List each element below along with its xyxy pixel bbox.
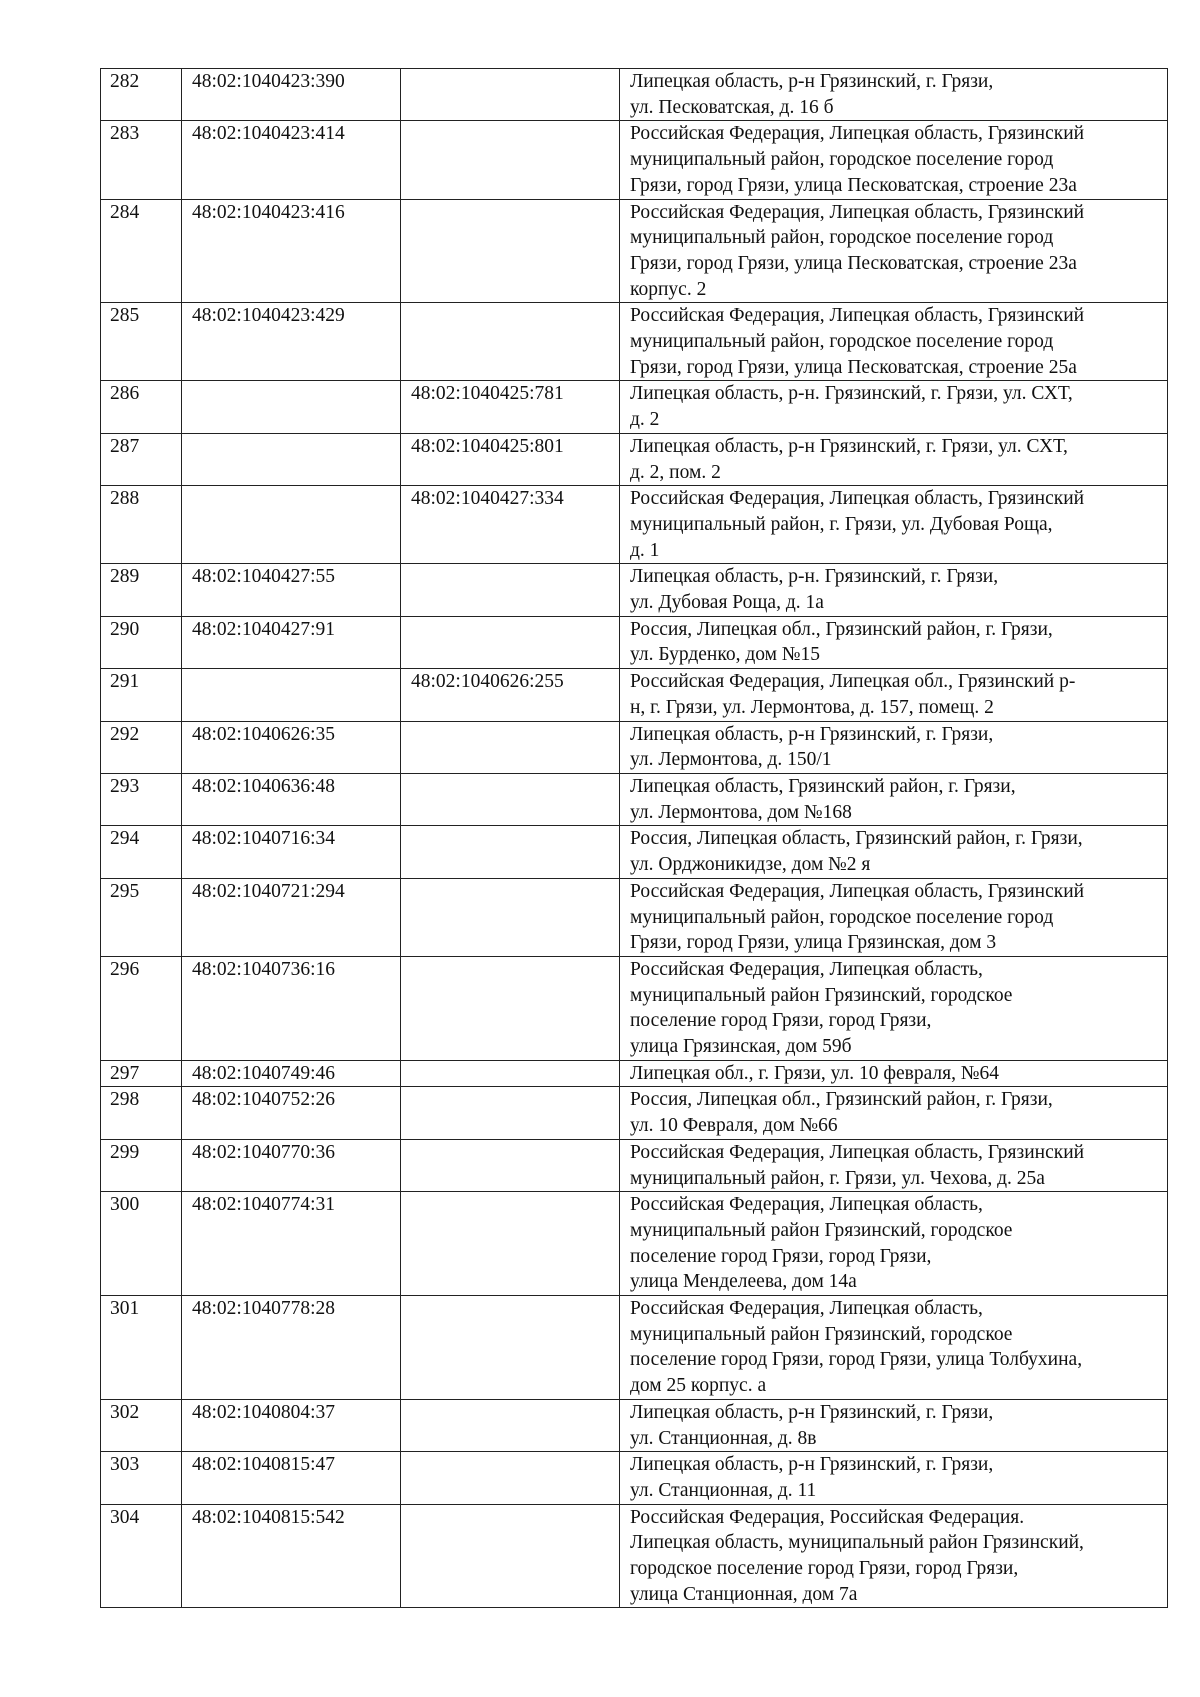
building-cadastral-number-cell bbox=[401, 1399, 620, 1451]
land-cadastral-number-cell: 48:02:1040427:55 bbox=[182, 564, 401, 616]
address-cell: Российская Федерация, Липецкая область, муниципальный район Грязинский, городское поселение город Грязи, город Грязи, улица Толбухина, дом 25 корпус. а bbox=[620, 1296, 1168, 1400]
land-cadastral-number-cell: 48:02:1040774:31 bbox=[182, 1192, 401, 1296]
row-number-cell: 294 bbox=[101, 826, 182, 878]
address-cell: Российская Федерация, Липецкая область, Грязинский муниципальный район, г. Грязи, ул. Чехова, д. 25а bbox=[620, 1139, 1168, 1191]
row-number-cell: 302 bbox=[101, 1399, 182, 1451]
address-cell: Российская Федерация, Липецкая обл., Грязинский р- н, г. Грязи, ул. Лермонтова, д. 157, помещ. 2 bbox=[620, 669, 1168, 721]
land-cadastral-number-cell: 48:02:1040749:46 bbox=[182, 1060, 401, 1087]
land-cadastral-number-cell: 48:02:1040721:294 bbox=[182, 878, 401, 956]
building-cadastral-number-cell bbox=[401, 1504, 620, 1608]
row-number-cell: 296 bbox=[101, 956, 182, 1060]
row-number-cell: 297 bbox=[101, 1060, 182, 1087]
table-row bbox=[101, 381, 1168, 433]
building-cadastral-number-cell bbox=[401, 1139, 620, 1191]
address-cell: Россия, Липецкая обл., Грязинский район, г. Грязи, ул. 10 Февраля, дом №66 bbox=[620, 1087, 1168, 1139]
building-cadastral-number-cell bbox=[401, 1452, 620, 1504]
table-row bbox=[101, 826, 1168, 878]
row-number-cell: 290 bbox=[101, 616, 182, 668]
building-cadastral-number-cell bbox=[401, 826, 620, 878]
table-row bbox=[101, 773, 1168, 825]
table-row bbox=[101, 303, 1168, 381]
table-row bbox=[101, 616, 1168, 668]
land-cadastral-number-cell bbox=[182, 486, 401, 564]
address-cell: Липецкая область, р-н Грязинский, г. Грязи, ул. Песковатская, д. 16 б bbox=[620, 69, 1168, 121]
row-number-cell: 304 bbox=[101, 1504, 182, 1608]
table-row bbox=[101, 1192, 1168, 1296]
address-cell: Липецкая область, р-н Грязинский, г. Грязи, ул. Станционная, д. 11 bbox=[620, 1452, 1168, 1504]
land-cadastral-number-cell: 48:02:1040427:91 bbox=[182, 616, 401, 668]
row-number-cell: 285 bbox=[101, 303, 182, 381]
address-cell: Российская Федерация, Липецкая область, Грязинский муниципальный район, городское поселение город Грязи, город Грязи, улица Песковатская, строение 23а bbox=[620, 121, 1168, 199]
address-cell: Российская Федерация, Липецкая область, Грязинский муниципальный район, городское поселение город Грязи, город Грязи, улица Песковатская, строение 23а корпус. 2 bbox=[620, 199, 1168, 303]
building-cadastral-number-cell bbox=[401, 721, 620, 773]
land-cadastral-number-cell: 48:02:1040778:28 bbox=[182, 1296, 401, 1400]
address-cell: Липецкая область, р-н Грязинский, г. Грязи, ул. Лермонтова, д. 150/1 bbox=[620, 721, 1168, 773]
row-number-cell: 298 bbox=[101, 1087, 182, 1139]
address-cell: Липецкая обл., г. Грязи, ул. 10 февраля, №64 bbox=[620, 1060, 1168, 1087]
building-cadastral-number-cell bbox=[401, 564, 620, 616]
address-cell: Российская Федерация, Липецкая область, Грязинский муниципальный район, г. Грязи, ул. Дубовая Роща, д. 1 bbox=[620, 486, 1168, 564]
building-cadastral-number-cell bbox=[401, 1296, 620, 1400]
land-cadastral-number-cell: 48:02:1040626:35 bbox=[182, 721, 401, 773]
row-number-cell: 291 bbox=[101, 669, 182, 721]
building-cadastral-number-cell: 48:02:1040425:801 bbox=[401, 433, 620, 485]
row-number-cell: 303 bbox=[101, 1452, 182, 1504]
table-row bbox=[101, 721, 1168, 773]
address-cell: Российская Федерация, Липецкая область, муниципальный район Грязинский, городское поселение город Грязи, город Грязи, улица Менделеева, дом 14а bbox=[620, 1192, 1168, 1296]
land-cadastral-number-cell: 48:02:1040815:542 bbox=[182, 1504, 401, 1608]
table-row bbox=[101, 1087, 1168, 1139]
address-cell: Россия, Липецкая область, Грязинский район, г. Грязи, ул. Орджоникидзе, дом №2 я bbox=[620, 826, 1168, 878]
address-cell: Российская Федерация, Липецкая область, Грязинский муниципальный район, городское поселение город Грязи, город Грязи, улица Грязинская, дом 3 bbox=[620, 878, 1168, 956]
row-number-cell: 289 bbox=[101, 564, 182, 616]
address-cell: Россия, Липецкая обл., Грязинский район, г. Грязи, ул. Бурденко, дом №15 bbox=[620, 616, 1168, 668]
row-number-cell: 301 bbox=[101, 1296, 182, 1400]
cadastral-table bbox=[100, 68, 1168, 1608]
land-cadastral-number-cell bbox=[182, 381, 401, 433]
building-cadastral-number-cell bbox=[401, 773, 620, 825]
land-cadastral-number-cell: 48:02:1040636:48 bbox=[182, 773, 401, 825]
land-cadastral-number-cell: 48:02:1040815:47 bbox=[182, 1452, 401, 1504]
building-cadastral-number-cell: 48:02:1040425:781 bbox=[401, 381, 620, 433]
row-number-cell: 292 bbox=[101, 721, 182, 773]
address-cell: Российская Федерация, Липецкая область, Грязинский муниципальный район, городское поселение город Грязи, город Грязи, улица Песковатская, строение 25а bbox=[620, 303, 1168, 381]
building-cadastral-number-cell bbox=[401, 69, 620, 121]
row-number-cell: 284 bbox=[101, 199, 182, 303]
building-cadastral-number-cell bbox=[401, 878, 620, 956]
address-cell: Липецкая область, р-н. Грязинский, г. Грязи, ул. Дубовая Роща, д. 1а bbox=[620, 564, 1168, 616]
building-cadastral-number-cell bbox=[401, 121, 620, 199]
row-number-cell: 300 bbox=[101, 1192, 182, 1296]
building-cadastral-number-cell bbox=[401, 616, 620, 668]
row-number-cell: 286 bbox=[101, 381, 182, 433]
table-body bbox=[101, 69, 1168, 1608]
table-row bbox=[101, 956, 1168, 1060]
building-cadastral-number-cell bbox=[401, 199, 620, 303]
land-cadastral-number-cell: 48:02:1040423:414 bbox=[182, 121, 401, 199]
address-cell: Липецкая область, р-н. Грязинский, г. Грязи, ул. СХТ, д. 2 bbox=[620, 381, 1168, 433]
table-row bbox=[101, 199, 1168, 303]
table-row bbox=[101, 69, 1168, 121]
land-cadastral-number-cell: 48:02:1040736:16 bbox=[182, 956, 401, 1060]
land-cadastral-number-cell: 48:02:1040752:26 bbox=[182, 1087, 401, 1139]
land-cadastral-number-cell: 48:02:1040770:36 bbox=[182, 1139, 401, 1191]
address-cell: Липецкая область, р-н Грязинский, г. Грязи, ул. СХТ, д. 2, пом. 2 bbox=[620, 433, 1168, 485]
building-cadastral-number-cell bbox=[401, 1060, 620, 1087]
table-row bbox=[101, 564, 1168, 616]
building-cadastral-number-cell: 48:02:1040427:334 bbox=[401, 486, 620, 564]
table-row bbox=[101, 669, 1168, 721]
land-cadastral-number-cell: 48:02:1040423:390 bbox=[182, 69, 401, 121]
address-cell: Липецкая область, р-н Грязинский, г. Грязи, ул. Станционная, д. 8в bbox=[620, 1399, 1168, 1451]
table-row bbox=[101, 878, 1168, 956]
table-row bbox=[101, 433, 1168, 485]
land-cadastral-number-cell bbox=[182, 669, 401, 721]
table-row bbox=[101, 1139, 1168, 1191]
building-cadastral-number-cell bbox=[401, 1087, 620, 1139]
row-number-cell: 295 bbox=[101, 878, 182, 956]
address-cell: Российская Федерация, Липецкая область, муниципальный район Грязинский, городское поселение город Грязи, город Грязи, улица Грязинская, дом 59б bbox=[620, 956, 1168, 1060]
row-number-cell: 299 bbox=[101, 1139, 182, 1191]
building-cadastral-number-cell bbox=[401, 1192, 620, 1296]
table-row bbox=[101, 1399, 1168, 1451]
address-cell: Липецкая область, Грязинский район, г. Грязи, ул. Лермонтова, дом №168 bbox=[620, 773, 1168, 825]
land-cadastral-number-cell: 48:02:1040423:429 bbox=[182, 303, 401, 381]
row-number-cell: 287 bbox=[101, 433, 182, 485]
row-number-cell: 288 bbox=[101, 486, 182, 564]
table-row bbox=[101, 1452, 1168, 1504]
building-cadastral-number-cell bbox=[401, 303, 620, 381]
row-number-cell: 283 bbox=[101, 121, 182, 199]
building-cadastral-number-cell bbox=[401, 956, 620, 1060]
building-cadastral-number-cell: 48:02:1040626:255 bbox=[401, 669, 620, 721]
land-cadastral-number-cell bbox=[182, 433, 401, 485]
land-cadastral-number-cell: 48:02:1040804:37 bbox=[182, 1399, 401, 1451]
land-cadastral-number-cell: 48:02:1040423:416 bbox=[182, 199, 401, 303]
table-row bbox=[101, 486, 1168, 564]
row-number-cell: 282 bbox=[101, 69, 182, 121]
table-row bbox=[101, 1296, 1168, 1400]
table-row bbox=[101, 121, 1168, 199]
land-cadastral-number-cell: 48:02:1040716:34 bbox=[182, 826, 401, 878]
row-number-cell: 293 bbox=[101, 773, 182, 825]
table-row bbox=[101, 1504, 1168, 1608]
table-row bbox=[101, 1060, 1168, 1087]
address-cell: Российская Федерация, Российская Федерация. Липецкая область, муниципальный район Грязинский, городское поселение город Грязи, город Грязи, улица Станционная, дом 7а bbox=[620, 1504, 1168, 1608]
